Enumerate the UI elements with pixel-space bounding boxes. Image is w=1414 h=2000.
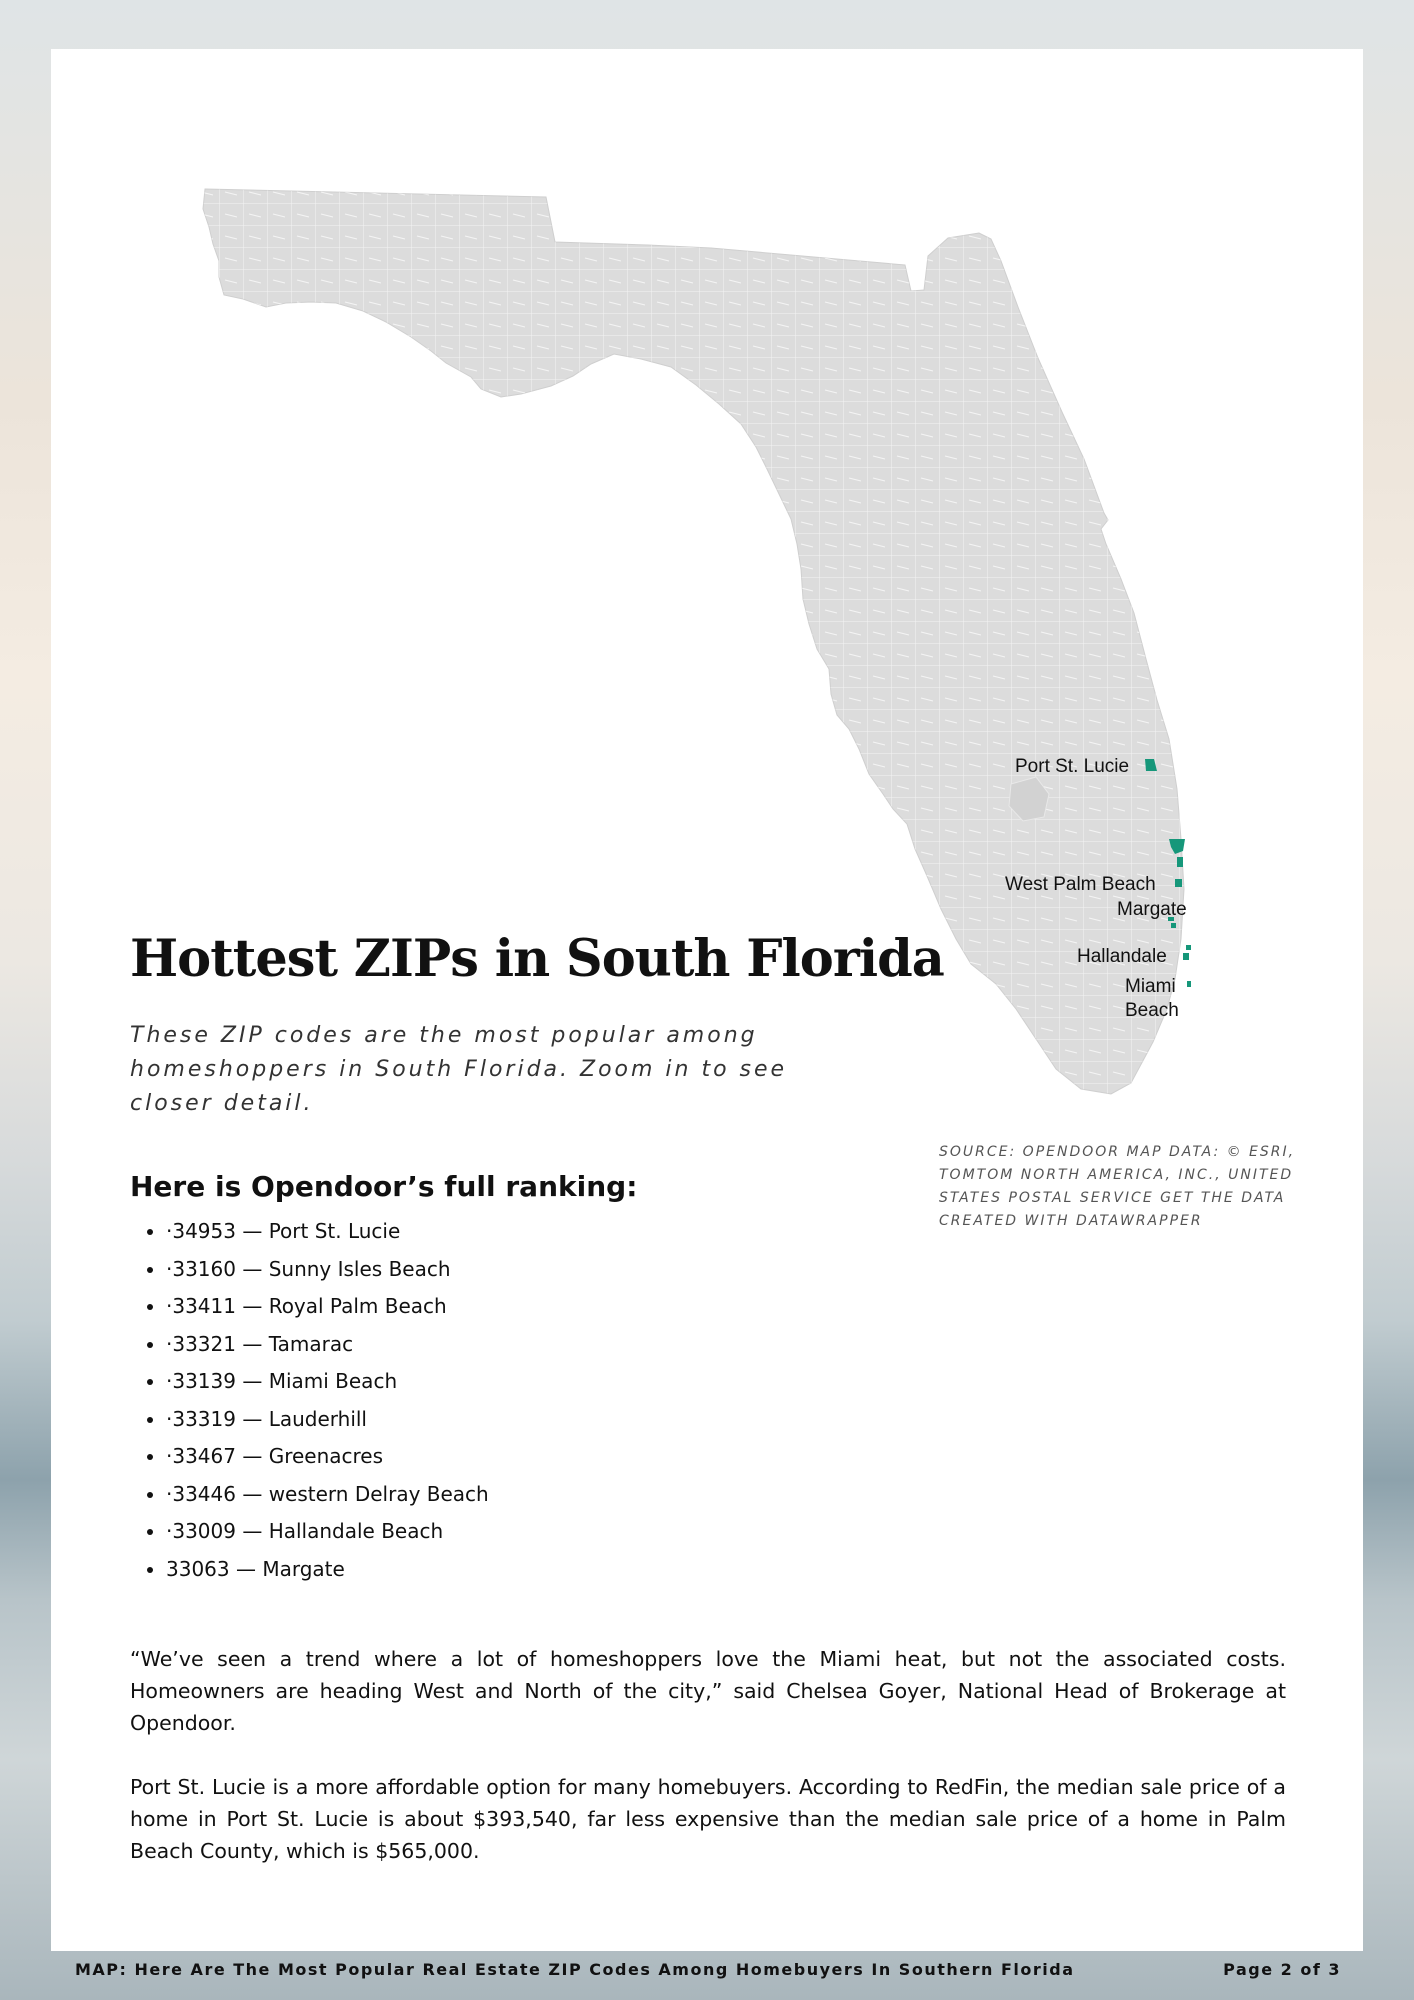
- ranking-item: • ·33411 — Royal Palm Beach: [166, 1288, 489, 1326]
- ranking-item: • ·33467 — Greenacres: [166, 1438, 489, 1476]
- zip-33160-highlight: [1186, 945, 1191, 950]
- ranking-item: • ·33319 — Lauderhill: [166, 1401, 489, 1439]
- zip-33009-highlight: [1183, 953, 1189, 960]
- ranking-item: • ·33446 — western Delray Beach: [166, 1476, 489, 1514]
- zip-33321-highlight: [1171, 923, 1176, 928]
- city-label-miami: Miami: [1125, 976, 1176, 997]
- city-label-west-palm-beach: West Palm Beach: [1005, 874, 1156, 895]
- city-label-beach: Beach: [1125, 1000, 1179, 1021]
- ranking-list: [130, 1213, 489, 1588]
- page-subtitle: These ZIP codes are the most popular among homeshoppers in South Florida. Zoom in to see closer detail.: [130, 1023, 788, 1116]
- page-card: [51, 49, 1363, 1951]
- ranking-heading: Here is Opendoor’s full ranking:: [130, 1170, 638, 1203]
- ranking-item: • ·33321 — Tamarac: [166, 1326, 489, 1364]
- map-source-note: SOURCE: OPENDOOR MAP DATA: © ESRI, TOMTOM NORTH AMERICA, INC., UNITED STATES POSTAL SERVICE GET THE DATA CREATED WITH DATAWRAPPER: [939, 1144, 1296, 1229]
- city-label-hallandale: Hallandale: [1077, 946, 1167, 967]
- ranking-item: • ·33009 — Hallandale Beach: [166, 1513, 489, 1551]
- ranking-item: • ·34953 — Port St. Lucie: [166, 1213, 489, 1251]
- ranking-item: • 33063 — Margate: [166, 1551, 489, 1589]
- page-number: Page 2 of 3: [1223, 1960, 1341, 1979]
- city-label-margate: Margate: [1117, 899, 1187, 920]
- footer-title: MAP: Here Are The Most Popular Real Estate ZIP Codes Among Homebuyers In Southern Florida: [75, 1960, 1075, 1979]
- opendoor-quote: “We’ve seen a trend where a lot of homeshoppers love the Miami heat, but not the associated costs. Homeowners are heading West and North of the city,” said Chelsea Goyer, National Head of Brokerage at Opendoor.: [130, 1647, 1286, 1735]
- zip-33446-highlight: [1175, 879, 1182, 887]
- ranking-item: • ·33160 — Sunny Isles Beach: [166, 1251, 489, 1289]
- zip-33467-highlight: [1177, 857, 1183, 867]
- zip-33139-highlight: [1187, 981, 1191, 987]
- ranking-item: • ·33139 — Miami Beach: [166, 1363, 489, 1401]
- port-st-lucie-paragraph: Port St. Lucie is a more affordable option for many homebuyers. According to RedFin, the median sale price of a home in Port St. Lucie is about $393,540, far less expensive than the median sale price of a home in Palm Beach County, which is $565,000.: [130, 1775, 1286, 1863]
- city-label-port-st-lucie: Port St. Lucie: [1015, 756, 1130, 777]
- page-title: Hottest ZIPs in South Florida: [130, 929, 944, 989]
